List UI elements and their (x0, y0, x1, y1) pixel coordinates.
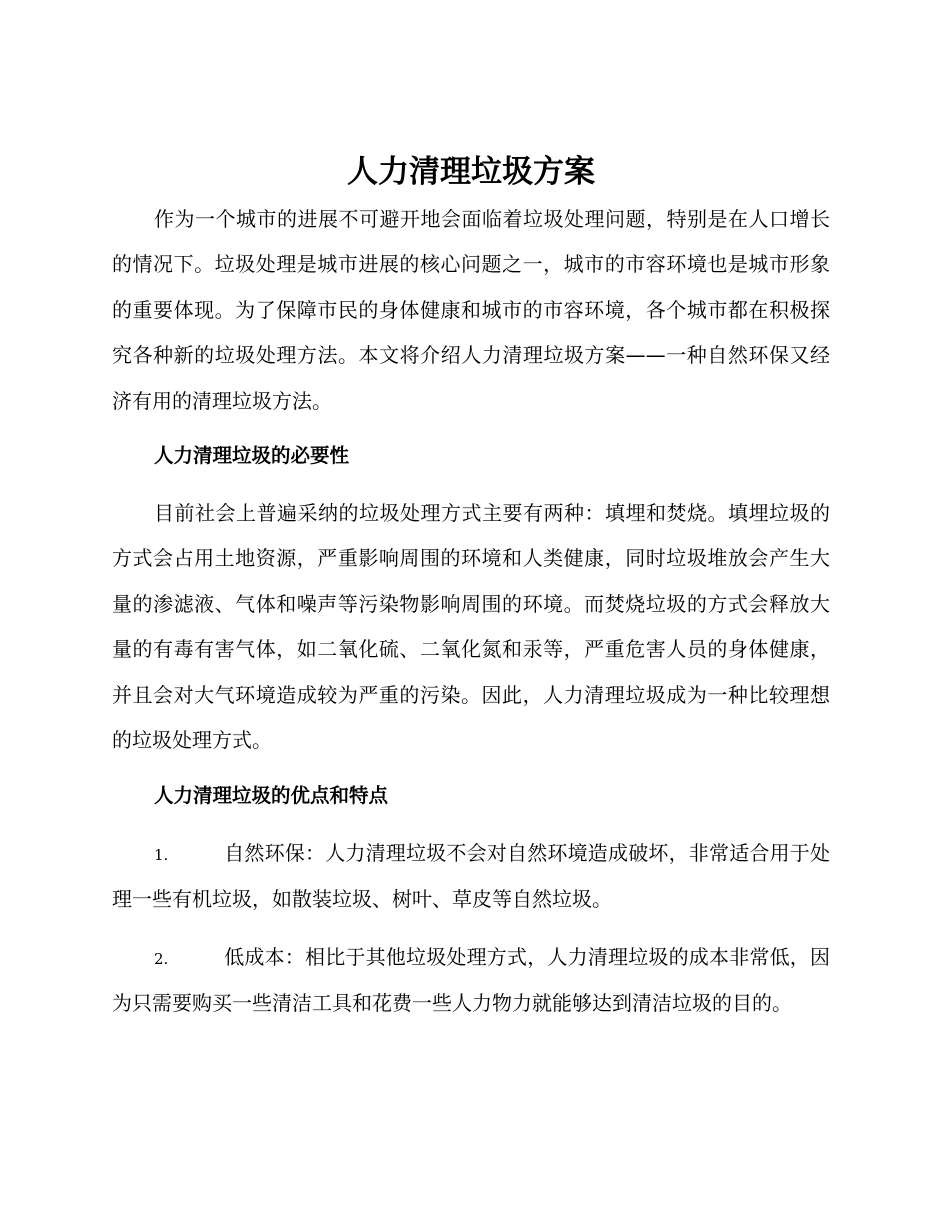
document-page (112, 150, 830, 1025)
list-text-1: 自然环保：人力清理垃圾不会对自然环境造成破坏，非常适合用于处理一些有机垃圾，如散装垃圾、树叶、草皮等自然垃圾。 (112, 841, 830, 912)
list-item-2 (112, 935, 830, 1025)
list-number-2: 2. (154, 950, 169, 969)
list-text-2: 低成本：相比于其他垃圾处理方式，人力清理垃圾的成本非常低，因为只需要购买一些清洁工具和花费一些人力物力就能够达到清洁垃圾的目的。 (112, 945, 830, 1016)
section-heading-advantages: 人力清理垃圾的优点和特点 (154, 784, 389, 808)
intro-paragraph: 作为一个城市的进展不可避开地会面临着垃圾处理问题，特别是在人口增长的情况下。垃圾处理是城市进展的核心问题之一，城市的市容环境也是城市形象的重要体现。为了保障市民的身体健康和城市的市容环境，各个城市都在积极探究各种新的垃圾处理方法。本文将介绍人力清理垃圾方案——一种自然环保又经济有用的清理垃圾方法。 (112, 207, 830, 413)
list-item-1 (112, 831, 830, 921)
necessity-paragraph: 目前社会上普遍采纳的垃圾处理方式主要有两种：填埋和焚烧。填埋垃圾的方式会占用土地资源，严重影响周围的环境和人类健康，同时垃圾堆放会产生大量的渗滤液、气体和噪声等污染物影响周围的环境。而焚烧垃圾的方式会释放大量的有毒有害气体，如二氧化硫、二氧化氮和汞等，严重危害人员的身体健康，并且会对大气环境造成较为严重的污染。因此，人力清理垃圾成为一种比较理想的垃圾处理方式。 (112, 501, 830, 753)
document-title: 人力清理垃圾方案 (347, 154, 595, 190)
list-number-1: 1. (154, 846, 169, 865)
section-heading-necessity: 人力清理垃圾的必要性 (154, 444, 350, 468)
